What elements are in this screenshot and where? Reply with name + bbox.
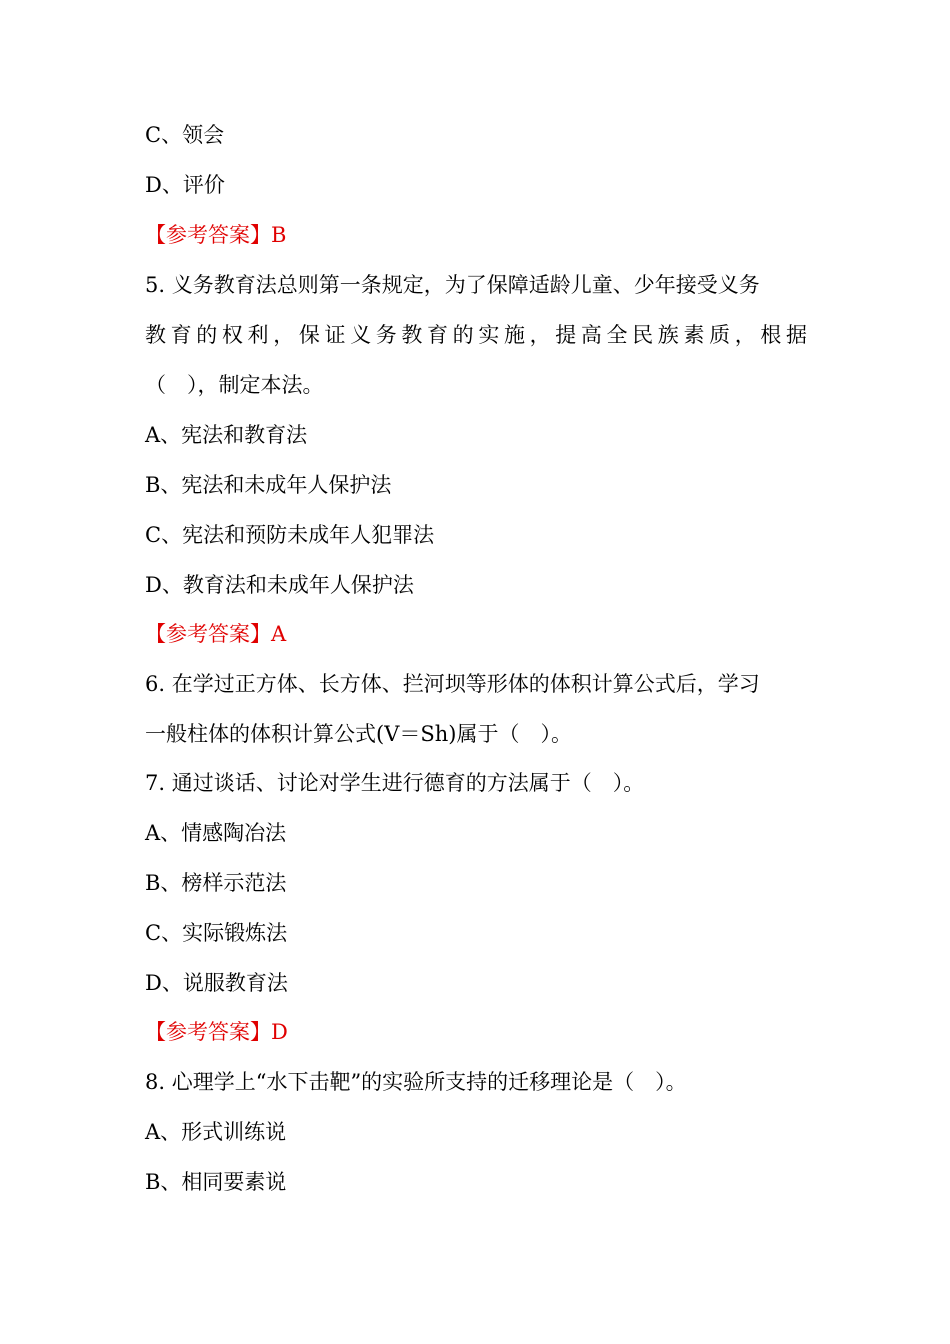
q4-option-c: C、领会 <box>145 123 225 147</box>
q5-answer: 【参考答案】A <box>145 622 287 646</box>
q7-answer: 【参考答案】D <box>145 1020 288 1044</box>
q5-option-d: D、教育法和未成年人保护法 <box>145 573 414 597</box>
q6-stem-line2: 一般柱体的体积计算公式(V＝Sh)属于（ ）。 <box>145 722 572 746</box>
q7-option-a: A、情感陶冶法 <box>145 821 287 845</box>
q7-option-b: B、榜样示范法 <box>145 871 287 895</box>
q5-option-b: B、宪法和未成年人保护法 <box>145 473 392 497</box>
q6-stem-line1: 6. 在学过正方体、长方体、拦河坝等形体的体积计算公式后，学习 <box>145 672 760 696</box>
q8-stem: 8. 心理学上“水下击靶”的实验所支持的迁移理论是（ ）。 <box>145 1070 687 1094</box>
q5-stem-line3: （ ），制定本法。 <box>145 373 324 397</box>
q4-option-d: D、评价 <box>145 173 225 197</box>
q8-option-a: A、形式训练说 <box>145 1120 287 1144</box>
q5-stem-line2: 教育的权利，保证义务教育的实施，提高全民族素质，根据 <box>145 323 807 347</box>
q4-answer: 【参考答案】B <box>145 223 287 247</box>
q5-stem-line1: 5. 义务教育法总则第一条规定，为了保障适龄儿童、少年接受义务 <box>145 273 760 297</box>
q7-option-d: D、说服教育法 <box>145 971 288 995</box>
q7-option-c: C、实际锻炼法 <box>145 921 288 945</box>
q5-option-c: C、宪法和预防未成年人犯罪法 <box>145 523 435 547</box>
q7-stem: 7. 通过谈话、讨论对学生进行德育的方法属于（ ）。 <box>145 771 645 795</box>
q8-option-b: B、相同要素说 <box>145 1170 287 1194</box>
q5-option-a: A、宪法和教育法 <box>145 423 308 447</box>
